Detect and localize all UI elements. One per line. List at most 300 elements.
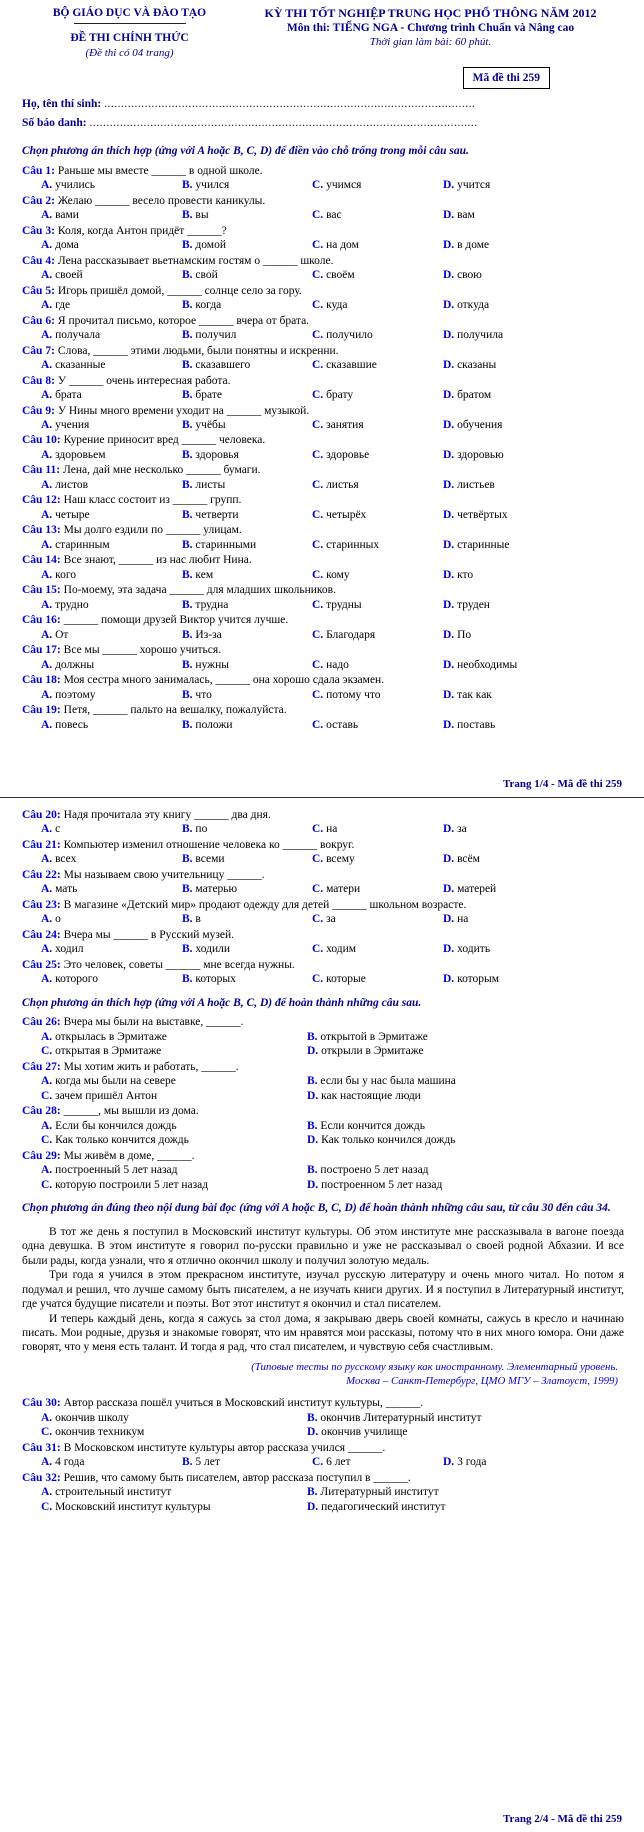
- option-letter: D.: [307, 1134, 319, 1147]
- option-d: [307, 1044, 624, 1058]
- option-letter: C.: [312, 538, 324, 551]
- duration-line: Thời gian làm bài: 60 phút.: [369, 35, 492, 48]
- option-letter: D.: [443, 823, 455, 836]
- option-b: [182, 238, 312, 252]
- option-letter: D.: [443, 853, 455, 866]
- question-18: [22, 673, 624, 702]
- question-text-line: [22, 493, 624, 507]
- option-text: окончив Литературный институт: [317, 1411, 482, 1424]
- option-c: [312, 658, 443, 672]
- option-a: [41, 1074, 307, 1088]
- page2-footer: Trang 2/4 - Mã đề thi 259: [503, 1813, 622, 1826]
- question-text-line: [22, 523, 624, 537]
- option-letter: C.: [41, 1426, 53, 1439]
- question-text: По-моему, эта задача ______ для младших школьников.: [63, 584, 336, 597]
- option-b: [307, 1485, 624, 1499]
- option-letter: D.: [443, 568, 455, 581]
- option-c: [312, 1455, 443, 1469]
- option-text: брату: [323, 389, 354, 402]
- option-text: Из-за: [192, 628, 222, 641]
- option-b: [182, 268, 312, 282]
- option-b: [307, 1030, 624, 1044]
- option-letter: C.: [312, 179, 324, 192]
- option-text: своём: [323, 269, 355, 282]
- option-text: откуда: [454, 299, 490, 312]
- option-letter: D.: [443, 419, 455, 431]
- option-text: которых: [192, 973, 236, 986]
- option-c: [312, 268, 443, 282]
- option-letter: C.: [41, 1134, 53, 1147]
- option-text: матерей: [454, 883, 497, 896]
- option-text: на дом: [323, 239, 359, 252]
- option-b: [182, 942, 312, 956]
- option-a: [41, 238, 182, 252]
- option-text: трудны: [323, 598, 362, 611]
- option-letter: B.: [182, 239, 193, 252]
- question-31: [22, 1441, 624, 1470]
- option-text: построенном 5 лет назад: [318, 1178, 443, 1191]
- option-letter: B.: [182, 853, 193, 866]
- passage-source: [22, 1361, 618, 1388]
- option-text: листов: [52, 478, 89, 491]
- option-letter: D.: [307, 1089, 319, 1102]
- option-d: [443, 822, 624, 836]
- option-c: [312, 912, 443, 926]
- option-text: когда мы были на севере: [52, 1075, 176, 1088]
- option-text: мать: [52, 883, 78, 896]
- question-20: [22, 808, 624, 837]
- option-letter: D.: [443, 448, 455, 461]
- option-a: [41, 1411, 307, 1425]
- option-letter: A.: [41, 1411, 53, 1424]
- questions-block-30-32: [22, 1396, 624, 1515]
- question-text-line: [22, 1060, 624, 1074]
- question-15: [22, 583, 624, 612]
- question-4: [22, 254, 624, 283]
- option-letter: A.: [41, 239, 53, 252]
- option-text: 3 года: [454, 1456, 487, 1469]
- question-text: Лена, дай мне несколько ______ бумаги.: [63, 464, 261, 477]
- question-text-line: [22, 374, 624, 388]
- option-text: старинные: [454, 538, 510, 551]
- option-text: сказавшего: [192, 359, 251, 372]
- option-letter: C.: [41, 1089, 53, 1102]
- question-number-label: Câu 5:: [22, 284, 55, 297]
- option-letter: B.: [182, 823, 193, 836]
- option-letter: A.: [41, 973, 53, 986]
- question-text-line: [22, 1149, 624, 1163]
- option-text: Московский институт культуры: [52, 1500, 211, 1513]
- question-29: [22, 1149, 624, 1192]
- option-text: четыре: [52, 508, 90, 521]
- option-letter: A.: [41, 823, 53, 836]
- option-letter: D.: [443, 688, 455, 701]
- option-b: [182, 328, 312, 342]
- option-a: [41, 1455, 182, 1469]
- question-24: [22, 928, 624, 957]
- candidate-name-row: [22, 97, 624, 111]
- question-text-line: [22, 808, 624, 822]
- option-text: построенный 5 лет назад: [52, 1164, 178, 1177]
- option-text: должны: [52, 658, 95, 671]
- options-row: [22, 598, 624, 612]
- option-letter: A.: [41, 1075, 53, 1088]
- option-letter: B.: [182, 419, 193, 431]
- option-letter: C.: [312, 269, 324, 282]
- option-c: [312, 328, 443, 342]
- question-text-line: [22, 1441, 624, 1455]
- option-text: которым: [454, 973, 500, 986]
- question-text-line: [22, 164, 624, 178]
- option-a: [41, 852, 182, 866]
- option-d: [443, 328, 624, 342]
- question-text: Игорь пришёл домой, ______ солнце село за гору.: [57, 284, 302, 297]
- candidate-id-label: Số báo danh:: [22, 116, 87, 129]
- question-text-line: [22, 703, 624, 717]
- options-row: [22, 852, 624, 866]
- option-text: труден: [454, 598, 490, 611]
- option-text: 5 лет: [192, 1456, 220, 1469]
- question-23: [22, 898, 624, 927]
- question-25: [22, 958, 624, 987]
- option-b: [182, 478, 312, 492]
- question-30: [22, 1396, 624, 1439]
- option-letter: C.: [41, 1178, 53, 1191]
- option-text: учёбы: [192, 419, 226, 431]
- option-letter: D.: [443, 628, 455, 641]
- option-text: здоровью: [454, 448, 504, 461]
- option-text: От: [52, 628, 69, 641]
- options-row: [22, 912, 624, 926]
- options-row: [22, 538, 624, 552]
- option-text: 4 года: [52, 1456, 85, 1469]
- option-text: вам: [454, 209, 475, 222]
- option-letter: C.: [312, 1456, 324, 1469]
- question-text: Лена рассказывает вьетнамским гостям о ______ школе.: [57, 254, 334, 267]
- option-text: окончив школу: [52, 1411, 129, 1424]
- option-a: [41, 358, 182, 372]
- question-text-line: [22, 1015, 624, 1029]
- question-number-label: Câu 22:: [22, 868, 61, 881]
- option-a: [41, 942, 182, 956]
- option-text: зачем пришёл Антон: [52, 1089, 158, 1102]
- question-text: У Нины много времени уходит на ______ музыкой.: [57, 404, 310, 417]
- option-text: трудно: [52, 598, 89, 611]
- option-text: которые: [323, 973, 366, 986]
- question-text: Мы живём в доме, ______.: [63, 1149, 195, 1162]
- option-c: [312, 628, 443, 642]
- passage-source-line2: Москва – Санкт-Петербург, ЦМО МГУ – Златоуст, 1999): [346, 1374, 618, 1387]
- question-1: [22, 164, 624, 193]
- option-letter: C.: [312, 478, 324, 491]
- option-c: [312, 298, 443, 312]
- question-text: Это человек, советы ______ мне всегда нужны.: [63, 958, 295, 971]
- subject-line: Môn thi: TIẾNG NGA - Chương trình Chuẩn và Nâng cao: [286, 22, 575, 35]
- option-a: [41, 822, 182, 836]
- option-text: брата: [52, 389, 82, 402]
- option-text: с: [52, 823, 61, 836]
- option-b: [182, 358, 312, 372]
- reading-passage: [22, 1225, 624, 1355]
- option-a: [41, 418, 182, 432]
- option-c: [41, 1133, 307, 1147]
- option-d: [443, 418, 624, 432]
- option-text: учится: [454, 179, 491, 192]
- option-c: [312, 448, 443, 462]
- option-d: [443, 388, 624, 402]
- option-text: на: [454, 913, 469, 926]
- option-a: [41, 1485, 307, 1499]
- option-c: [41, 1089, 307, 1103]
- question-text: Вчера мы были на выставке, ______.: [63, 1016, 244, 1029]
- question-number-label: Câu 30:: [22, 1397, 61, 1410]
- option-b: [182, 418, 312, 432]
- option-text: дома: [52, 239, 79, 252]
- option-b: [182, 852, 312, 866]
- option-d: [307, 1500, 624, 1514]
- option-text: поставь: [454, 718, 496, 731]
- option-letter: A.: [41, 179, 53, 192]
- options-row: [22, 208, 624, 222]
- option-d: [443, 238, 624, 252]
- option-text: надо: [323, 658, 349, 671]
- option-text: здоровье: [323, 448, 370, 461]
- option-letter: C.: [312, 883, 324, 896]
- options-row: [22, 718, 624, 732]
- option-text: старинных: [323, 538, 380, 551]
- option-text: учимся: [323, 179, 362, 192]
- option-d: [307, 1178, 624, 1192]
- question-number-label: Câu 11:: [22, 464, 61, 477]
- option-letter: C.: [312, 239, 324, 252]
- options-row: [22, 418, 624, 432]
- option-letter: D.: [443, 943, 455, 956]
- question-text: Мы хотим жить и работать, ______.: [63, 1060, 239, 1073]
- option-letter: A.: [41, 658, 53, 671]
- option-d: [443, 628, 624, 642]
- option-letter: B.: [307, 1119, 318, 1132]
- option-letter: B.: [182, 883, 193, 896]
- option-letter: D.: [443, 389, 455, 402]
- page-count-note: (Đề thi có 04 trang): [85, 46, 174, 59]
- option-letter: B.: [307, 1075, 318, 1088]
- option-text: как настоящие люди: [318, 1089, 421, 1102]
- option-b: [182, 298, 312, 312]
- option-b: [182, 508, 312, 522]
- question-text: ______, мы вышли из дома.: [63, 1105, 199, 1118]
- option-c: [312, 478, 443, 492]
- option-text: педагогический институт: [318, 1500, 446, 1513]
- question-text-line: [22, 194, 624, 208]
- option-text: обучения: [454, 419, 503, 431]
- option-text: за: [454, 823, 467, 836]
- option-b: [182, 972, 312, 986]
- option-text: ходить: [454, 943, 491, 956]
- option-text: Если кончится дождь: [317, 1119, 425, 1132]
- question-number-label: Câu 8:: [22, 374, 55, 387]
- question-number-label: Câu 13:: [22, 524, 61, 537]
- option-a: [41, 718, 182, 732]
- option-d: [443, 538, 624, 552]
- option-text: Как только кончится дождь: [52, 1134, 189, 1147]
- option-a: [41, 1030, 307, 1044]
- option-b: [307, 1119, 624, 1133]
- option-text: ходил: [52, 943, 84, 956]
- option-letter: C.: [312, 448, 324, 461]
- option-text: о: [52, 913, 61, 926]
- document-header: [22, 6, 624, 61]
- option-letter: D.: [443, 508, 455, 521]
- option-b: [182, 882, 312, 896]
- option-text: на: [323, 823, 338, 836]
- option-a: [41, 268, 182, 282]
- options-row: [22, 478, 624, 492]
- passage-paragraph: Три года я учился в этом прекрасном институте, изучал русскую литературу и очень много читал. Но потом я подумал и решил, что лучше самому быть писателем, а не изучать книги других. И я поступил в Литературный институт, где учатся будущие писатели и поэты. Вот этот институт я окончил и стал писателем.: [22, 1269, 624, 1311]
- option-text: здоровьем: [52, 448, 106, 461]
- option-text: когда: [192, 299, 222, 312]
- options-row: [22, 388, 624, 402]
- option-text: четырёх: [323, 508, 367, 521]
- option-text: открыли в Эрмитаже: [318, 1045, 424, 1058]
- option-letter: B.: [182, 179, 193, 192]
- option-a: [41, 568, 182, 582]
- option-text: где: [52, 299, 71, 312]
- question-text-line: [22, 643, 624, 657]
- option-letter: D.: [443, 598, 455, 611]
- option-letter: A.: [41, 1164, 53, 1177]
- options-row: [22, 942, 624, 956]
- option-letter: C.: [312, 943, 324, 956]
- question-7: [22, 344, 624, 373]
- option-text: четверти: [192, 508, 239, 521]
- question-text: Автор рассказа пошёл учиться в Московский институт культуры, ______.: [63, 1397, 424, 1410]
- option-text: матерью: [192, 883, 238, 896]
- option-d: [443, 658, 624, 672]
- question-text-line: [22, 583, 624, 597]
- option-letter: B.: [182, 359, 193, 372]
- option-b: [182, 718, 312, 732]
- question-text: В магазине «Детский мир» продают одежду для детей ______ школьном возрасте.: [63, 898, 467, 911]
- question-text: Наш класс состоит из ______ групп.: [63, 494, 242, 507]
- option-text: листьев: [454, 478, 495, 491]
- option-text: что: [192, 688, 212, 701]
- question-11: [22, 463, 624, 492]
- option-text: брате: [192, 389, 222, 402]
- option-text: четвёртых: [454, 508, 508, 521]
- options-row: [22, 1074, 624, 1103]
- option-c: [312, 688, 443, 702]
- option-letter: B.: [182, 658, 193, 671]
- options-row: [22, 508, 624, 522]
- option-letter: D.: [443, 913, 455, 926]
- option-text: Литературный институт: [317, 1486, 439, 1499]
- option-c: [41, 1044, 307, 1058]
- option-text: по: [192, 823, 208, 836]
- exam-title: KỲ THI TỐT NGHIỆP TRUNG HỌC PHỔ THÔNG NĂM 2012: [264, 6, 597, 20]
- option-text: которого: [52, 973, 98, 986]
- passage-paragraph: И теперь каждый день, когда я сажусь за стол дома, я закрываю дверь своей комнаты, сажусь в кресло и начинаю писать. Мои родные, друзья и знакомые говорят, что им нравятся мои рассказы, потому что в них много юмора. Они даже говорят, что у меня есть талант. И тогда я рад, что стал писателем, и чувствую себя счастливым.: [22, 1312, 624, 1354]
- question-3: [22, 224, 624, 253]
- question-text: ______ помощи друзей Виктор учится лучше.: [63, 614, 289, 627]
- option-letter: A.: [41, 853, 53, 866]
- option-text: поэтому: [52, 688, 96, 701]
- option-text: листы: [192, 478, 226, 491]
- option-letter: B.: [182, 209, 193, 222]
- option-a: [41, 1119, 307, 1133]
- option-letter: C.: [312, 568, 324, 581]
- option-a: [41, 208, 182, 222]
- option-text: здоровья: [192, 448, 239, 461]
- question-text: Компьютер изменил отношение человека ко ______ вокруг.: [63, 838, 355, 851]
- option-letter: A.: [41, 269, 53, 282]
- option-text: 6 лет: [323, 1456, 351, 1469]
- option-c: [312, 508, 443, 522]
- option-text: вы: [192, 209, 209, 222]
- option-a: [41, 298, 182, 312]
- option-text: сказаны: [454, 359, 497, 372]
- option-letter: C.: [312, 718, 324, 731]
- question-32: [22, 1471, 624, 1514]
- option-b: [182, 598, 312, 612]
- option-letter: D.: [443, 538, 455, 551]
- option-letter: C.: [312, 359, 324, 372]
- option-letter: D.: [443, 359, 455, 372]
- option-b: [307, 1163, 624, 1177]
- question-number-label: Câu 4:: [22, 254, 55, 267]
- option-text: всеми: [192, 853, 225, 866]
- option-letter: C.: [312, 913, 324, 926]
- option-b: [182, 568, 312, 582]
- option-text: трудна: [192, 598, 229, 611]
- option-d: [443, 852, 624, 866]
- option-c: [312, 178, 443, 192]
- option-b: [182, 912, 312, 926]
- option-text: свою: [454, 269, 482, 282]
- option-a: [41, 328, 182, 342]
- option-letter: B.: [182, 1456, 193, 1469]
- option-a: [41, 598, 182, 612]
- question-8: [22, 374, 624, 403]
- option-letter: B.: [182, 538, 193, 551]
- option-c: [312, 418, 443, 432]
- question-5: [22, 284, 624, 313]
- option-letter: A.: [41, 389, 53, 402]
- candidate-id-fill: ...................................................................................................................: [89, 116, 478, 129]
- question-number-label: Câu 20:: [22, 809, 61, 821]
- options-row: [22, 658, 624, 672]
- options-row: [22, 882, 624, 896]
- option-c: [312, 882, 443, 896]
- question-number-label: Câu 29:: [22, 1149, 61, 1162]
- option-letter: B.: [307, 1030, 318, 1043]
- option-d: [443, 942, 624, 956]
- option-letter: D.: [443, 718, 455, 731]
- option-letter: B.: [307, 1486, 318, 1499]
- option-text: получило: [323, 329, 373, 342]
- question-2: [22, 194, 624, 223]
- option-text: Если бы кончился дождь: [52, 1119, 177, 1132]
- question-14: [22, 553, 624, 582]
- option-text: всём: [454, 853, 480, 866]
- option-letter: C.: [312, 688, 324, 701]
- question-number-label: Câu 15:: [22, 584, 61, 597]
- option-text: оставь: [323, 718, 359, 731]
- question-text: Желаю ______ весело провести каникулы.: [57, 194, 266, 207]
- option-letter: D.: [443, 269, 455, 282]
- questions-block-26-29: [22, 1015, 624, 1193]
- option-a: [41, 448, 182, 462]
- option-c: [312, 598, 443, 612]
